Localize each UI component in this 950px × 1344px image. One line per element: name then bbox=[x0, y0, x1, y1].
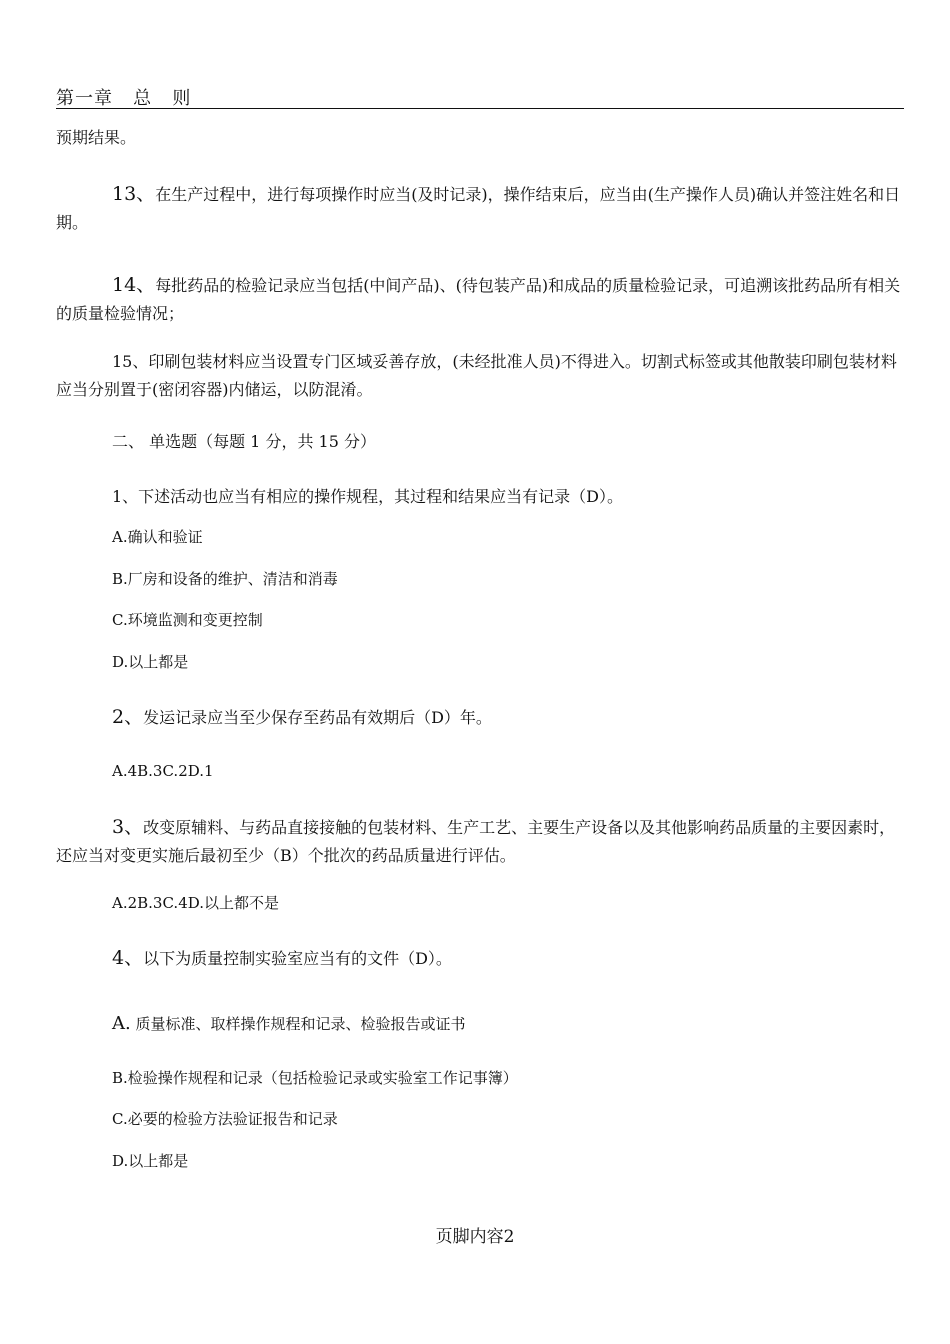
item-text: 在生产过程中，进行每项操作时应当(及时记录)，操作结束后，应当由(生产操作人员)确认并签注姓名和日期。 bbox=[56, 185, 901, 232]
question-2 bbox=[112, 704, 492, 731]
question-number: 2、 bbox=[112, 706, 144, 728]
question-1-option-c: C.环境监测和变更控制 bbox=[112, 611, 263, 629]
question-4-option-b: B.检验操作规程和记录（包括检验记录或实验室工作记事簿） bbox=[112, 1069, 518, 1087]
option-text: 质量标准、取样操作规程和记录、检验报告或证书 bbox=[135, 1015, 466, 1033]
question-number: 4、 bbox=[112, 947, 144, 969]
item-15 bbox=[56, 348, 904, 404]
question-4-option-a bbox=[112, 1012, 466, 1036]
question-text: 以下为质量控制实验室应当有的文件（D）。 bbox=[143, 949, 452, 968]
question-2-options: A.4B.3C.2D.1 bbox=[112, 762, 214, 780]
question-1-option-d: D.以上都是 bbox=[112, 653, 189, 671]
item-text: 每批药品的检验记录应当包括(中间产品)、(待包装产品)和成品的质量检验记录，可追溯该批药品所有相关的质量检验情况； bbox=[56, 276, 901, 323]
header-divider bbox=[56, 108, 904, 109]
question-text: 改变原辅料、与药品直接接触的包装材料、生产工艺、主要生产设备以及其他影响药品质量的主要因素时，还应当对变更实施后最初至少（B）个批次的药品质量进行评估。 bbox=[56, 818, 896, 865]
question-number: 3、 bbox=[112, 816, 144, 838]
question-1: 1、下述活动也应当有相应的操作规程，其过程和结果应当有记录（D）。 bbox=[112, 487, 624, 506]
question-1-option-a: A.确认和验证 bbox=[112, 528, 203, 546]
question-1-option-b: B.厂房和设备的维护、清洁和消毒 bbox=[112, 570, 338, 588]
section-title: 二、 单选题（每题 1 分，共 15 分） bbox=[112, 432, 376, 451]
item-number: 13、 bbox=[112, 183, 156, 205]
item-number: 14、 bbox=[112, 274, 156, 296]
question-3-options: A.2B.3C.4D.以上都不是 bbox=[112, 894, 279, 912]
continuation-text: 预期结果。 bbox=[56, 128, 137, 147]
page-header-title: 第一章 总 则 bbox=[56, 88, 192, 109]
item-14 bbox=[56, 271, 904, 328]
item-13 bbox=[56, 180, 904, 237]
question-4 bbox=[112, 945, 452, 972]
item-text: 15、印刷包装材料应当设置专门区域妥善存放，(未经批准人员)不得进入。切割式标签或其他散装印刷包装材料应当分别置于(密闭容器)内储运，以防混淆。 bbox=[56, 352, 897, 399]
question-4-option-c: C.必要的检验方法验证报告和记录 bbox=[112, 1110, 338, 1128]
option-prefix: A. bbox=[112, 1013, 131, 1034]
question-4-option-d: D.以上都是 bbox=[112, 1152, 189, 1170]
question-text: 发运记录应当至少保存至药品有效期后（D）年。 bbox=[143, 708, 492, 727]
question-3 bbox=[56, 813, 904, 870]
page-footer: 页脚内容2 bbox=[435, 1227, 515, 1247]
